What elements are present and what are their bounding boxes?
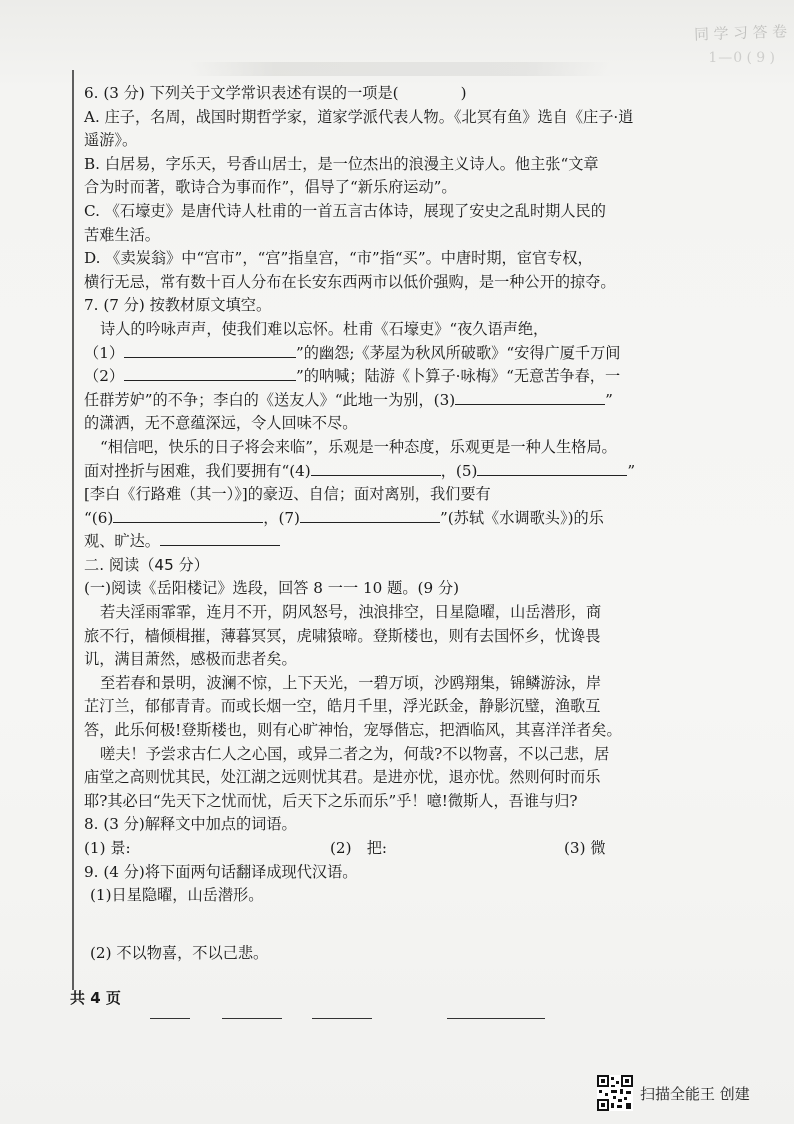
q7-stem: 7. (7 分) 按教材原文填空。 <box>84 296 272 315</box>
q7-line-3: （2） ”的呐喊；陆游《卜算子·咏梅》“无意苦争春，一 <box>84 367 621 386</box>
q6-stem: 6. (3 分) 下列关于文学常识表述有误的一项是( ) <box>84 84 467 102</box>
passage-p3-line-2: 庙堂之高则忧其民，处江湖之远则忧其君。是进亦忧，退亦忧。然则何时而乐 <box>84 768 601 787</box>
q8-item-2: (2) 把: <box>330 839 388 857</box>
exam-content <box>84 82 694 965</box>
q6-option-c-cont: 苦难生活。 <box>84 225 160 244</box>
passage-p3-line-1: 嗟夫！予尝求古仁人之心国，或异二者之为，何哉?不以物喜，不以己悲，居 <box>100 744 610 763</box>
part-two-title: 二. 阅读（45 分） <box>84 555 209 574</box>
answer-blank-7[interactable] <box>300 507 440 523</box>
q6-option-b-cont: 合为时而著，歌诗合为事而作”，倡导了“新乐府运动”。 <box>84 178 457 197</box>
bleed-through-text-2: 1—0 ( 9 ) <box>708 50 776 66</box>
scanner-watermark: 扫描全能王 创建 <box>640 1085 750 1103</box>
faint-bleed-band <box>190 62 610 76</box>
q8-item-1: (1) 景: <box>84 839 131 857</box>
answer-blank-tail <box>160 530 280 546</box>
passage-p2-line-1: 至若春和景明，波澜不惊，上下天光，一碧万顷，沙鸥翔集，锦鳞游泳，岸 <box>100 673 602 692</box>
q9-item-2: (2) 不以物喜，不以己悲。 <box>90 943 269 962</box>
q8-stem: 8. (3 分)解释文中加点的词语。 <box>84 815 297 834</box>
bleed-through-text: 同 学 习 答 卷 <box>693 22 789 44</box>
page-count: 共 4 页 <box>70 989 121 1007</box>
passage-p2-line-2: 芷汀兰，郁郁青青。而或长烟一空，皓月千里，浮光跃金，静影沉璧，渔歌互 <box>84 697 601 716</box>
answer-blank-2[interactable] <box>124 365 296 381</box>
q6-option-a-cont: 遥游》。 <box>84 131 138 150</box>
answer-blank-5[interactable] <box>477 460 627 476</box>
answer-blank-6[interactable] <box>113 507 263 523</box>
q6-option-d: D. 《卖炭翁》中“宫市”，“宫”指皇宫，“市”指“买”。中唐时期，宦官专权， <box>84 249 593 268</box>
q6-option-d-cont: 横行无忌，常有数十百人分布在长安东西两市以低价强购，是一种公开的掠夺。 <box>84 272 616 291</box>
q7-line-7: 面对挫折与困难，我们要拥有“(4) ，(5) ” <box>84 461 636 480</box>
q7-line-8: [李白《行路难（其一）》]的豪迈、自信；面对离别，我们要有 <box>84 485 491 504</box>
q7-line-2: （1） ”的幽怨;《茅屋为秋风所破歌》“安得广厦千万间 <box>84 343 621 362</box>
q7-line-5: 的潇洒，无不意蕴深远，令人回味不尽。 <box>84 414 358 433</box>
q7-line-6: “相信吧，快乐的日子将会来临”，乐观是一种态度，乐观更是一种人生格局。 <box>100 437 617 456</box>
passage-p1-line-3: 讥，满目萧然，感极而悲者矣。 <box>84 650 297 669</box>
q6-option-b: B. 白居易，字乐天，号香山居士，是一位杰出的浪漫主义诗人。他主张“文章 <box>84 154 599 173</box>
q8-item-3: (3) 微 <box>564 839 606 857</box>
margin-rule <box>72 70 74 990</box>
footer-rule-4 <box>447 1018 545 1019</box>
q7-line-1: 诗人的吟咏声声，使我们难以忘怀。杜甫《石壕吏》“夜久语声绝， <box>100 319 549 338</box>
q6-option-a: A. 庄子，名周，战国时期哲学家，道家学派代表人物。《北冥有鱼》选自《庄子·逍 <box>84 107 634 126</box>
passage-p3-line-3: 耶?其必曰“先天下之忧而忧，后天下之乐而乐”乎！噫!微斯人，吾谁与归? <box>84 791 578 810</box>
passage-p2-line-3: 答，此乐何极!登斯楼也，则有心旷神怡，宠辱偕忘，把酒临风，其喜洋洋者矣。 <box>84 721 622 740</box>
passage-p1-line-2: 旅不行，樯倾楫摧，薄暮冥冥，虎啸猿啼。登斯楼也，则有去国怀乡，忧谗畏 <box>84 626 601 645</box>
qr-code-icon <box>597 1075 633 1111</box>
reading-one-heading: (一)阅读《岳阳楼记》选段，回答 8 一一 10 题。(9 分) <box>84 579 460 598</box>
q9-answer-space-1 <box>84 908 694 942</box>
q7-line-9: “(6) ，(7) ”(苏轼《水调歌头》)的乐 <box>84 508 604 527</box>
q8-items <box>84 837 694 861</box>
q9-stem: 9. (4 分)将下面两句话翻译成现代汉语。 <box>84 862 358 881</box>
passage-p1-line-1: 若夫淫雨霏霏，连月不开，阴风怒号，浊浪排空，日星隐曜，山岳潜形，商 <box>100 603 602 622</box>
answer-blank-3[interactable] <box>455 389 605 405</box>
footer-rule-2 <box>222 1018 282 1019</box>
q6-option-c: C. 《石壕吏》是唐代诗人杜甫的一首五言古体诗，展现了安史之乱时期人民的 <box>84 201 606 220</box>
answer-blank-4[interactable] <box>311 460 441 476</box>
answer-blank-1[interactable] <box>124 342 296 358</box>
footer-rule-3 <box>312 1018 372 1019</box>
footer-rule-1 <box>150 1018 190 1019</box>
q7-line-4: 任群芳妒”的不争；李白的《送友人》“此地一为别，(3) ” <box>84 390 613 409</box>
q9-item-1: (1)日星隐曜，山岳潜形。 <box>90 886 264 905</box>
q7-line-10: 观、旷达。 <box>84 530 694 554</box>
